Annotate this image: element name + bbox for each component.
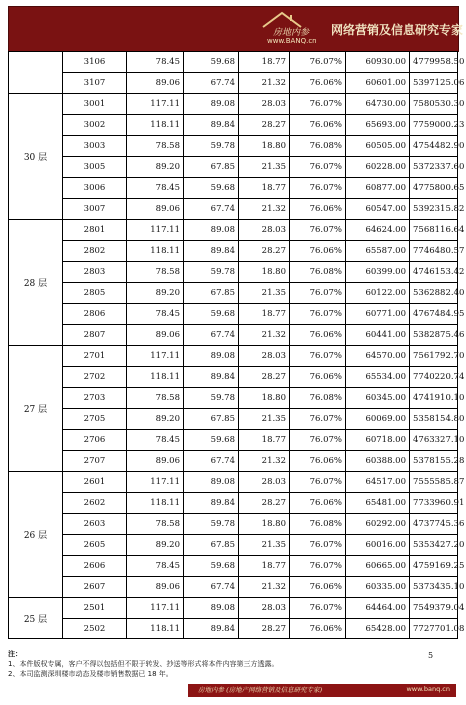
value-cell: 59.68: [184, 556, 239, 577]
value-cell: 28.03: [239, 598, 290, 619]
value-cell: 76.06%: [290, 115, 346, 136]
value-cell: 89.20: [127, 535, 184, 556]
value-cell: 76.06%: [290, 73, 346, 94]
table-row: [9, 388, 458, 409]
value-cell: 76.06%: [290, 367, 346, 388]
value-cell: 78.45: [127, 430, 184, 451]
value-cell: 76.07%: [290, 535, 346, 556]
value-cell: 89.20: [127, 283, 184, 304]
value-cell: 117.11: [127, 220, 184, 241]
value-cell: 76.07%: [290, 556, 346, 577]
value-cell: 4763327.10: [410, 430, 458, 451]
value-cell: 28.27: [239, 493, 290, 514]
unit-cell: 3006: [63, 178, 127, 199]
header-banner: [8, 6, 464, 52]
value-cell: 89.06: [127, 325, 184, 346]
value-cell: 28.27: [239, 115, 290, 136]
value-cell: 76.07%: [290, 409, 346, 430]
table-row: [9, 493, 458, 514]
unit-cell: 2806: [63, 304, 127, 325]
value-cell: 89.84: [184, 241, 239, 262]
value-cell: 60335.00: [346, 577, 410, 598]
value-cell: 7740220.74: [410, 367, 458, 388]
value-cell: 60441.00: [346, 325, 410, 346]
value-cell: 4775800.65: [410, 178, 458, 199]
footer-text: 房地内参 (房地产网络营销及信息研究专家): [198, 686, 323, 694]
value-cell: 76.06%: [290, 325, 346, 346]
table-row: [9, 556, 458, 577]
floor-cell: 27 层: [9, 346, 63, 472]
floor-cell: 30 层: [9, 94, 63, 220]
value-cell: 28.27: [239, 619, 290, 639]
unit-cell: 2803: [63, 262, 127, 283]
table-row: [9, 430, 458, 451]
value-cell: 60016.00: [346, 535, 410, 556]
value-cell: 21.32: [239, 73, 290, 94]
table-row: [9, 157, 458, 178]
value-cell: 4741910.10: [410, 388, 458, 409]
value-cell: 59.78: [184, 514, 239, 535]
value-cell: 18.77: [239, 556, 290, 577]
value-cell: 4746153.42: [410, 262, 458, 283]
value-cell: 76.07%: [290, 220, 346, 241]
value-cell: 7746480.57: [410, 241, 458, 262]
value-cell: 7759000.23: [410, 115, 458, 136]
value-cell: 76.07%: [290, 430, 346, 451]
note-item: 2、本司监测深圳楼市动态及楼市销售数据已 18 年。: [8, 670, 173, 678]
value-cell: 4779958.50: [410, 52, 458, 73]
value-cell: 64730.00: [346, 94, 410, 115]
value-cell: 64464.00: [346, 598, 410, 619]
value-cell: 7568116.64: [410, 220, 458, 241]
value-cell: 7580530.30: [410, 94, 458, 115]
value-cell: 89.84: [184, 493, 239, 514]
value-cell: 5372337.60: [410, 157, 458, 178]
value-cell: 7561792.70: [410, 346, 458, 367]
table-row: [9, 136, 458, 157]
value-cell: 76.06%: [290, 241, 346, 262]
value-cell: 89.08: [184, 94, 239, 115]
value-cell: 18.80: [239, 388, 290, 409]
value-cell: 21.32: [239, 451, 290, 472]
value-cell: 67.74: [184, 451, 239, 472]
value-cell: 76.06%: [290, 199, 346, 220]
value-cell: 76.08%: [290, 514, 346, 535]
notes-title: 注：: [8, 650, 22, 658]
table-row: [9, 52, 458, 73]
value-cell: 76.07%: [290, 598, 346, 619]
value-cell: 89.08: [184, 346, 239, 367]
value-cell: 60228.00: [346, 157, 410, 178]
value-cell: 28.03: [239, 94, 290, 115]
value-cell: 117.11: [127, 346, 184, 367]
value-cell: 65428.00: [346, 619, 410, 639]
value-cell: 59.68: [184, 304, 239, 325]
unit-cell: 2706: [63, 430, 127, 451]
value-cell: 78.58: [127, 388, 184, 409]
value-cell: 59.78: [184, 262, 239, 283]
value-cell: 28.27: [239, 241, 290, 262]
table-row: [9, 514, 458, 535]
value-cell: 4759169.25: [410, 556, 458, 577]
value-cell: 59.78: [184, 136, 239, 157]
logo-cn-text: 房地内参: [273, 28, 310, 38]
value-cell: 60292.00: [346, 514, 410, 535]
value-cell: 4754482.90: [410, 136, 458, 157]
unit-cell: 2702: [63, 367, 127, 388]
value-cell: 89.84: [184, 115, 239, 136]
table-row: [9, 367, 458, 388]
unit-cell: 2807: [63, 325, 127, 346]
value-cell: 60718.00: [346, 430, 410, 451]
floor-cell: [9, 52, 63, 94]
unit-cell: 2502: [63, 619, 127, 639]
value-cell: 89.06: [127, 199, 184, 220]
value-cell: 18.77: [239, 430, 290, 451]
logo-url-text: www.BANQ.cn: [267, 37, 317, 45]
table-row: [9, 535, 458, 556]
unit-cell: 2805: [63, 283, 127, 304]
value-cell: 76.06%: [290, 619, 346, 639]
value-cell: 117.11: [127, 598, 184, 619]
page-number: 5: [428, 651, 434, 660]
value-cell: 18.77: [239, 52, 290, 73]
value-cell: 67.74: [184, 577, 239, 598]
unit-cell: 2605: [63, 535, 127, 556]
value-cell: 18.80: [239, 136, 290, 157]
value-cell: 76.08%: [290, 262, 346, 283]
value-cell: 76.07%: [290, 304, 346, 325]
logo: [261, 11, 331, 49]
value-cell: 118.11: [127, 115, 184, 136]
value-cell: 65693.00: [346, 115, 410, 136]
value-cell: 76.06%: [290, 493, 346, 514]
value-cell: 76.07%: [290, 472, 346, 493]
value-cell: 67.74: [184, 73, 239, 94]
value-cell: 78.45: [127, 304, 184, 325]
value-cell: 28.03: [239, 472, 290, 493]
value-cell: 21.35: [239, 157, 290, 178]
value-cell: 7549379.04: [410, 598, 458, 619]
unit-cell: 2603: [63, 514, 127, 535]
floor-cell: 28 层: [9, 220, 63, 346]
value-cell: 60345.00: [346, 388, 410, 409]
unit-cell: 2701: [63, 346, 127, 367]
value-cell: 67.85: [184, 283, 239, 304]
value-cell: 28.27: [239, 367, 290, 388]
value-cell: 64624.00: [346, 220, 410, 241]
value-cell: 78.58: [127, 262, 184, 283]
value-cell: 60771.00: [346, 304, 410, 325]
unit-cell: 3007: [63, 199, 127, 220]
value-cell: 67.85: [184, 157, 239, 178]
value-cell: 67.74: [184, 325, 239, 346]
unit-cell: 2801: [63, 220, 127, 241]
value-cell: 21.35: [239, 283, 290, 304]
value-cell: 5353427.20: [410, 535, 458, 556]
value-cell: 89.06: [127, 577, 184, 598]
table-row: [9, 346, 458, 367]
value-cell: 60665.00: [346, 556, 410, 577]
value-cell: 21.35: [239, 535, 290, 556]
table-row: [9, 304, 458, 325]
note-item: 1、本件版权专属，客户不得以包括但不限于转发、抄送等形式将本件内容第三方透露。: [8, 660, 279, 668]
value-cell: 89.08: [184, 598, 239, 619]
value-cell: 76.06%: [290, 577, 346, 598]
value-cell: 118.11: [127, 367, 184, 388]
value-cell: 60505.00: [346, 136, 410, 157]
footer-url: www.banq.cn: [406, 685, 450, 693]
value-cell: 60877.00: [346, 178, 410, 199]
table-row: [9, 115, 458, 136]
value-cell: 76.07%: [290, 157, 346, 178]
table-row: [9, 472, 458, 493]
value-cell: 118.11: [127, 241, 184, 262]
table-row: [9, 220, 458, 241]
table-row: [9, 241, 458, 262]
value-cell: 60930.00: [346, 52, 410, 73]
unit-cell: 2707: [63, 451, 127, 472]
value-cell: 89.06: [127, 73, 184, 94]
unit-cell: 2802: [63, 241, 127, 262]
value-cell: 18.80: [239, 262, 290, 283]
unit-cell: 3005: [63, 157, 127, 178]
unit-cell: 2606: [63, 556, 127, 577]
unit-cell: 2607: [63, 577, 127, 598]
value-cell: 76.07%: [290, 346, 346, 367]
price-table: [8, 51, 465, 639]
unit-cell: 2601: [63, 472, 127, 493]
table-row: [9, 262, 458, 283]
unit-cell: 2501: [63, 598, 127, 619]
value-cell: 28.03: [239, 220, 290, 241]
table-row: [9, 178, 458, 199]
floor-cell: 25 层: [9, 598, 63, 639]
floor-cell: 26 层: [9, 472, 63, 598]
value-cell: 78.45: [127, 178, 184, 199]
value-cell: 76.08%: [290, 388, 346, 409]
value-cell: 18.77: [239, 304, 290, 325]
value-cell: 28.03: [239, 346, 290, 367]
value-cell: 78.58: [127, 136, 184, 157]
unit-cell: 2703: [63, 388, 127, 409]
value-cell: 89.20: [127, 157, 184, 178]
table-row: [9, 598, 458, 619]
value-cell: 76.07%: [290, 94, 346, 115]
value-cell: 7727701.08: [410, 619, 458, 639]
value-cell: 59.68: [184, 52, 239, 73]
unit-cell: 3106: [63, 52, 127, 73]
value-cell: 21.32: [239, 577, 290, 598]
value-cell: 60601.00: [346, 73, 410, 94]
value-cell: 89.84: [184, 619, 239, 639]
value-cell: 5378155.28: [410, 451, 458, 472]
value-cell: 21.32: [239, 325, 290, 346]
unit-cell: 3003: [63, 136, 127, 157]
value-cell: 89.08: [184, 220, 239, 241]
value-cell: 67.85: [184, 409, 239, 430]
notes: [8, 649, 457, 679]
table-row: [9, 325, 458, 346]
value-cell: 65481.00: [346, 493, 410, 514]
table-row: [9, 283, 458, 304]
unit-cell: 2705: [63, 409, 127, 430]
value-cell: 89.84: [184, 367, 239, 388]
value-cell: 117.11: [127, 94, 184, 115]
value-cell: 117.11: [127, 472, 184, 493]
value-cell: 64517.00: [346, 472, 410, 493]
value-cell: 18.77: [239, 178, 290, 199]
value-cell: 65534.00: [346, 367, 410, 388]
value-cell: 5382875.46: [410, 325, 458, 346]
value-cell: 5392315.82: [410, 199, 458, 220]
value-cell: 89.08: [184, 472, 239, 493]
value-cell: 18.80: [239, 514, 290, 535]
table-row: [9, 73, 458, 94]
table-row: [9, 619, 458, 639]
value-cell: 67.74: [184, 199, 239, 220]
value-cell: 59.68: [184, 178, 239, 199]
value-cell: 60547.00: [346, 199, 410, 220]
value-cell: 60388.00: [346, 451, 410, 472]
table-row: [9, 409, 458, 430]
value-cell: 21.32: [239, 199, 290, 220]
table-row: [9, 451, 458, 472]
value-cell: 21.35: [239, 409, 290, 430]
value-cell: 78.58: [127, 514, 184, 535]
value-cell: 64570.00: [346, 346, 410, 367]
unit-cell: 3002: [63, 115, 127, 136]
value-cell: 78.45: [127, 556, 184, 577]
value-cell: 76.07%: [290, 283, 346, 304]
value-cell: 118.11: [127, 619, 184, 639]
value-cell: 5397125.06: [410, 73, 458, 94]
unit-cell: 3001: [63, 94, 127, 115]
value-cell: 7733960.91: [410, 493, 458, 514]
value-cell: 4737745.36: [410, 514, 458, 535]
value-cell: 5373435.10: [410, 577, 458, 598]
value-cell: 60122.00: [346, 283, 410, 304]
value-cell: 4767484.95: [410, 304, 458, 325]
value-cell: 76.07%: [290, 52, 346, 73]
value-cell: 60069.00: [346, 409, 410, 430]
unit-cell: 2602: [63, 493, 127, 514]
header-title: 网络营销及信息研究专家: [331, 23, 464, 37]
value-cell: 5358154.80: [410, 409, 458, 430]
value-cell: 5362882.40: [410, 283, 458, 304]
value-cell: 67.85: [184, 535, 239, 556]
footer-bar: [188, 684, 456, 697]
value-cell: 59.78: [184, 388, 239, 409]
table-row: [9, 577, 458, 598]
value-cell: 60399.00: [346, 262, 410, 283]
table-row: [9, 199, 458, 220]
value-cell: 76.08%: [290, 136, 346, 157]
value-cell: 59.68: [184, 430, 239, 451]
value-cell: 7555585.87: [410, 472, 458, 493]
value-cell: 118.11: [127, 493, 184, 514]
value-cell: 78.45: [127, 52, 184, 73]
table-row: [9, 94, 458, 115]
value-cell: 65587.00: [346, 241, 410, 262]
value-cell: 89.20: [127, 409, 184, 430]
value-cell: 76.07%: [290, 178, 346, 199]
unit-cell: 3107: [63, 73, 127, 94]
value-cell: 76.06%: [290, 451, 346, 472]
value-cell: 89.06: [127, 451, 184, 472]
